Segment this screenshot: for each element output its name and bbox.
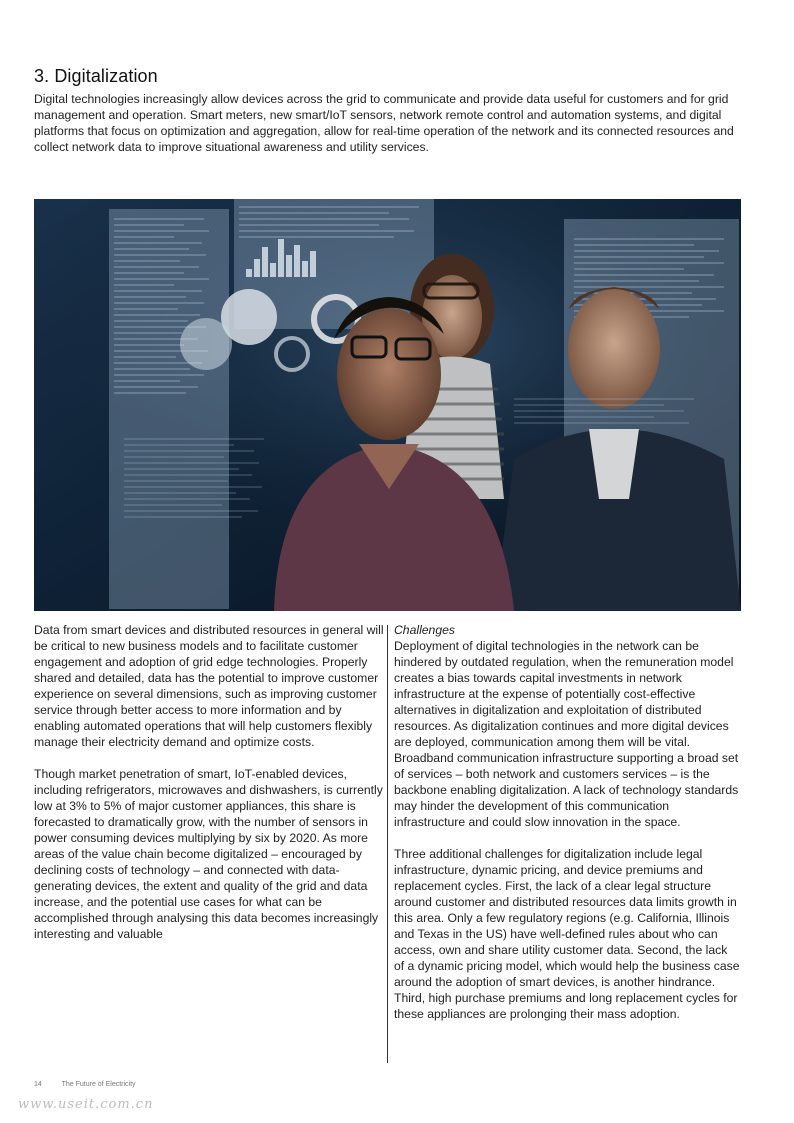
column-divider <box>387 625 388 1063</box>
publication-title: The Future of Electricity <box>61 1081 136 1088</box>
left-paragraph-2: Though market penetration of smart, IoT-enabled devices, including refrigerators, microwaves and dishwashers, is currently low at 3% to 5% of major customer appliances, this share is forecasted to dramatically grow, with the number of sensors in power consuming devices multiplying by six by 2020. As more areas of the value chain become digitalized – encouraged by declining costs of technology – and connected with data-generating devices, the extent and quality of the grid and data increase, and the potential use cases for what can be accomplished through analysing this data becomes increasingly interesting and valuable <box>34 767 383 941</box>
section-title: 3. Digitalization <box>34 66 158 87</box>
left-paragraph-1: Data from smart devices and distributed resources in general will be critical to new business models and to facilitate customer engagement and adoption of grid edge technologies. Properly shared and detailed, data has the potential to improve customer experience on several dimensions, such as improving customer service through better access to more information and by enabling automated operations that will help customers flexibly manage their electricity demand and optimize costs. <box>34 623 384 749</box>
hero-photo <box>34 199 741 611</box>
challenges-subheading: Challenges <box>394 623 455 637</box>
right-column <box>394 622 740 1038</box>
watermark: www.useit.com.cn <box>18 1097 154 1112</box>
right-paragraph-2: Three additional challenges for digitalization include legal infrastructure, dynamic pricing, and device premiums and replacement cycles. First, the lack of a clear legal structure around customer and distributed resources data limits growth in this area. Only a few regulatory regions (e.g. California, Illinois and Texas in the US) have well-defined rules about who can access, own and share utility customer data. Second, the lack of a dynamic pricing model, which would help the business case around the adoption of smart devices, is another hindrance. Third, high purchase premiums and long replacement cycles for these appliances are prolonging their mass adoption. <box>394 847 740 1021</box>
hero-illustration <box>34 199 741 611</box>
intro-paragraph: Digital technologies increasingly allow devices across the grid to communicate and provide data useful for customers and for grid management and operation. Smart meters, new smart/IoT sensors, network remote control and automation systems, and digital platforms that focus on optimization and aggregation, allow for real-time operation of the network and its connected resources and collect network data to improve situational awareness and utility services. <box>34 92 734 154</box>
page-number: 14 <box>34 1081 42 1088</box>
right-paragraph-1: Deployment of digital technologies in the network can be hindered by outdated regulation, when the remuneration model creates a bias towards capital investments in network infrastructure at the expense of potentially cost-effective alternatives in digitalization and exploitation of distributed resources. As digitalization continues and more digital devices are deployed, communication among them will be vital. Broadband communication infrastructure supporting a broad set of services – both network and customers services – is the backbone enabling digitalization. A lack of technology standards may hinder the development of this communication infrastructure and could slow innovation in the space. <box>394 639 739 829</box>
left-column <box>34 622 386 958</box>
page-footer <box>34 1081 154 1088</box>
